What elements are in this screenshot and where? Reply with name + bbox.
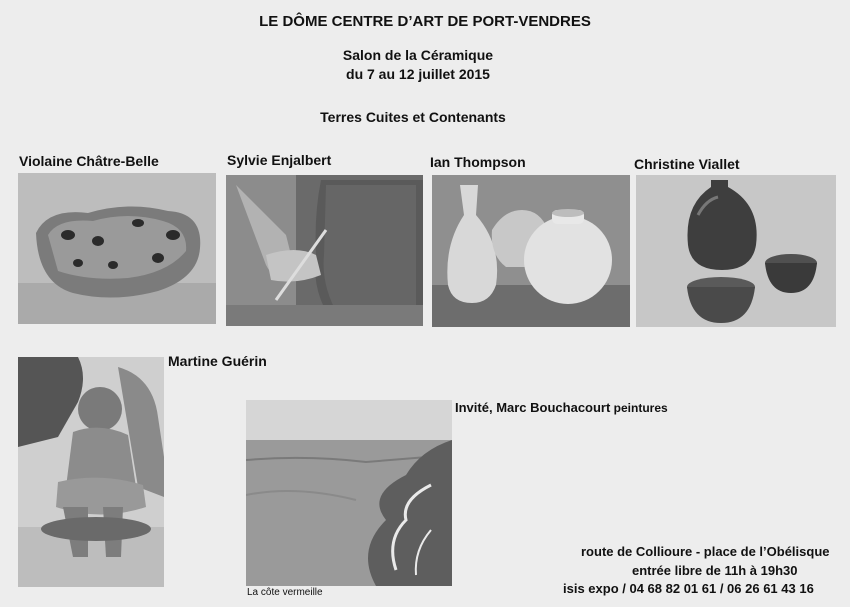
- ceramic-photo-pebble-pot: [18, 173, 216, 324]
- artist-name-2: Sylvie Enjalbert: [227, 152, 332, 168]
- event-name: Salon de la Céramique: [342, 47, 494, 63]
- artist-name-5: Martine Guérin: [168, 353, 267, 369]
- artist-name-3: Ian Thompson: [430, 154, 526, 170]
- guest-suffix: peintures: [610, 401, 668, 415]
- artist-name-1: Violaine Châtre-Belle: [19, 153, 159, 169]
- guest-prefix: Invité,: [455, 400, 497, 415]
- event-dates: du 7 au 12 juillet 2015: [346, 66, 490, 82]
- venue-address: route de Collioure - place de l’Obélisque: [581, 544, 830, 559]
- ceramic-photo-potter-working: [226, 175, 423, 326]
- event-theme: Terres Cuites et Contenants: [320, 109, 506, 125]
- painting-image: [246, 400, 452, 586]
- painting-caption: La côte vermeille: [247, 587, 323, 598]
- page-title: LE DÔME CENTRE D’ART DE PORT-VENDRES: [259, 13, 591, 30]
- ceramic-photo-dark-vase-bowls: [636, 175, 836, 327]
- artist-name-4: Christine Viallet: [634, 156, 740, 172]
- ceramic-photo-child-sculpture: [18, 357, 164, 587]
- contact-info: isis expo / 04 68 82 01 61 / 06 26 61 43 16: [563, 581, 814, 596]
- opening-hours: entrée libre de 11h à 19h30: [632, 563, 798, 578]
- guest-name: Marc Bouchacourt: [496, 400, 611, 415]
- guest-line: [455, 400, 668, 415]
- ceramic-photo-white-vases: [432, 175, 630, 327]
